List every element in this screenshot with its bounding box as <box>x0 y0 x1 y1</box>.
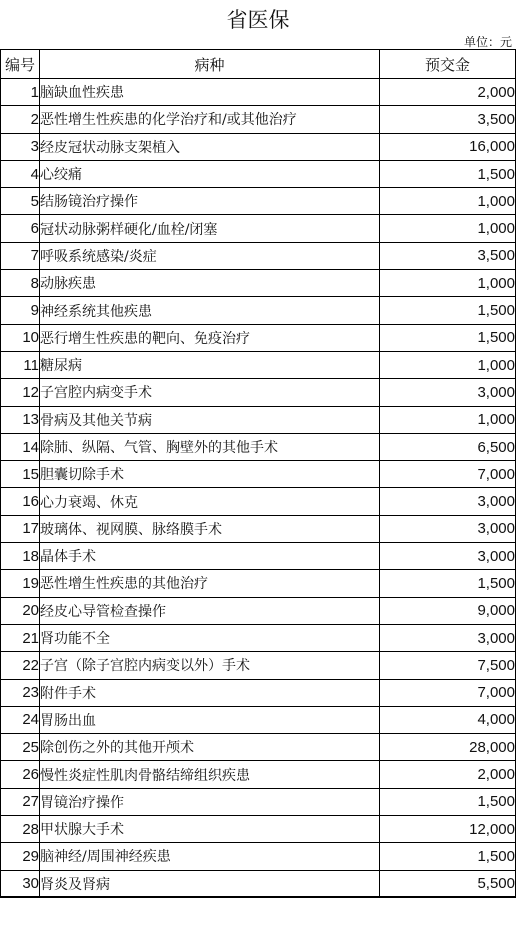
row-id: 18 <box>1 543 40 570</box>
row-deposit: 1,500 <box>380 160 516 187</box>
row-disease: 脑神经/周围神经疾患 <box>40 843 380 870</box>
deposit-table <box>0 49 516 898</box>
row-deposit: 3,500 <box>380 242 516 269</box>
row-deposit: 3,000 <box>380 379 516 406</box>
row-deposit: 3,000 <box>380 624 516 651</box>
row-id: 22 <box>1 652 40 679</box>
table-row <box>1 761 516 788</box>
row-id: 16 <box>1 488 40 515</box>
table-row <box>1 270 516 297</box>
row-id: 15 <box>1 461 40 488</box>
row-disease: 心力衰竭、休克 <box>40 488 380 515</box>
row-disease: 脑缺血性疾患 <box>40 79 380 106</box>
table-row <box>1 734 516 761</box>
row-id: 30 <box>1 870 40 897</box>
table-row <box>1 297 516 324</box>
row-deposit: 2,000 <box>380 79 516 106</box>
row-disease: 糖尿病 <box>40 351 380 378</box>
row-id: 26 <box>1 761 40 788</box>
row-disease: 慢性炎症性肌肉骨骼结缔组织疾患 <box>40 761 380 788</box>
row-id: 27 <box>1 788 40 815</box>
row-disease: 心绞痛 <box>40 160 380 187</box>
row-deposit: 7,000 <box>380 461 516 488</box>
row-id: 25 <box>1 734 40 761</box>
row-deposit: 2,000 <box>380 761 516 788</box>
header-row <box>1 50 516 79</box>
row-id: 2 <box>1 106 40 133</box>
row-disease: 动脉疾患 <box>40 270 380 297</box>
row-id: 5 <box>1 188 40 215</box>
header-deposit: 预交金 <box>380 50 516 79</box>
row-deposit: 1,500 <box>380 570 516 597</box>
row-id: 12 <box>1 379 40 406</box>
row-deposit: 12,000 <box>380 816 516 843</box>
table-row <box>1 461 516 488</box>
row-deposit: 6,500 <box>380 433 516 460</box>
row-disease: 呼吸系统感染/炎症 <box>40 242 380 269</box>
row-deposit: 16,000 <box>380 133 516 160</box>
row-deposit: 1,500 <box>380 788 516 815</box>
row-disease: 玻璃体、视网膜、脉络膜手术 <box>40 515 380 542</box>
row-id: 29 <box>1 843 40 870</box>
row-id: 13 <box>1 406 40 433</box>
row-disease: 恶性增生性疾患的其他治疗 <box>40 570 380 597</box>
row-disease: 肾功能不全 <box>40 624 380 651</box>
header-disease: 病种 <box>40 50 380 79</box>
row-disease: 冠状动脉粥样硬化/血栓/闭塞 <box>40 215 380 242</box>
row-disease: 除创伤之外的其他开颅术 <box>40 734 380 761</box>
table-row <box>1 133 516 160</box>
row-disease: 除肺、纵隔、气管、胸壁外的其他手术 <box>40 433 380 460</box>
row-id: 4 <box>1 160 40 187</box>
row-deposit: 9,000 <box>380 597 516 624</box>
row-deposit: 3,000 <box>380 543 516 570</box>
row-deposit: 1,500 <box>380 297 516 324</box>
table-row <box>1 816 516 843</box>
row-disease: 甲状腺大手术 <box>40 816 380 843</box>
row-deposit: 7,500 <box>380 652 516 679</box>
row-id: 24 <box>1 706 40 733</box>
table-row <box>1 788 516 815</box>
row-disease: 附件手术 <box>40 679 380 706</box>
table-row <box>1 160 516 187</box>
row-id: 20 <box>1 597 40 624</box>
row-disease: 胃镜治疗操作 <box>40 788 380 815</box>
table-row <box>1 870 516 897</box>
row-disease: 晶体手术 <box>40 543 380 570</box>
row-deposit: 5,500 <box>380 870 516 897</box>
row-id: 19 <box>1 570 40 597</box>
table-row <box>1 215 516 242</box>
unit-label: 单位：元 <box>463 36 512 48</box>
table-row <box>1 351 516 378</box>
row-deposit: 1,000 <box>380 188 516 215</box>
table-row <box>1 624 516 651</box>
row-deposit: 28,000 <box>380 734 516 761</box>
table-row <box>1 324 516 351</box>
row-id: 6 <box>1 215 40 242</box>
table-row <box>1 515 516 542</box>
row-disease: 经皮冠状动脉支架植入 <box>40 133 380 160</box>
row-id: 3 <box>1 133 40 160</box>
row-id: 28 <box>1 816 40 843</box>
page-title: 省医保 <box>226 8 290 32</box>
table-row <box>1 706 516 733</box>
table-row <box>1 679 516 706</box>
row-id: 9 <box>1 297 40 324</box>
table-row <box>1 652 516 679</box>
table-row <box>1 433 516 460</box>
row-deposit: 1,000 <box>380 215 516 242</box>
row-id: 7 <box>1 242 40 269</box>
table-row <box>1 379 516 406</box>
row-id: 11 <box>1 351 40 378</box>
row-deposit: 3,000 <box>380 488 516 515</box>
row-disease: 胆囊切除手术 <box>40 461 380 488</box>
table-row <box>1 106 516 133</box>
table-row <box>1 188 516 215</box>
table-row <box>1 570 516 597</box>
row-disease: 肾炎及肾病 <box>40 870 380 897</box>
table-row <box>1 597 516 624</box>
row-deposit: 3,000 <box>380 515 516 542</box>
row-deposit: 1,500 <box>380 843 516 870</box>
row-deposit: 4,000 <box>380 706 516 733</box>
row-disease: 子宫腔内病变手术 <box>40 379 380 406</box>
row-disease: 骨病及其他关节病 <box>40 406 380 433</box>
header-id: 编号 <box>1 50 40 79</box>
row-id: 14 <box>1 433 40 460</box>
table-row <box>1 406 516 433</box>
row-id: 21 <box>1 624 40 651</box>
table-row <box>1 543 516 570</box>
row-deposit: 1,000 <box>380 351 516 378</box>
table-body <box>1 79 516 898</box>
table-row <box>1 79 516 106</box>
row-id: 1 <box>1 79 40 106</box>
row-id: 23 <box>1 679 40 706</box>
row-id: 8 <box>1 270 40 297</box>
row-id: 10 <box>1 324 40 351</box>
row-disease: 结肠镜治疗操作 <box>40 188 380 215</box>
row-deposit: 7,000 <box>380 679 516 706</box>
row-id: 17 <box>1 515 40 542</box>
row-disease: 经皮心导管检查操作 <box>40 597 380 624</box>
row-disease: 子宫（除子宫腔内病变以外）手术 <box>40 652 380 679</box>
row-disease: 胃肠出血 <box>40 706 380 733</box>
row-disease: 恶性增生性疾患的化学治疗和/或其他治疗 <box>40 106 380 133</box>
row-deposit: 1,500 <box>380 324 516 351</box>
table-row <box>1 488 516 515</box>
row-deposit: 1,000 <box>380 270 516 297</box>
row-deposit: 3,500 <box>380 106 516 133</box>
table-row <box>1 843 516 870</box>
row-disease: 神经系统其他疾患 <box>40 297 380 324</box>
row-deposit: 1,000 <box>380 406 516 433</box>
row-disease: 恶行增生性疾患的靶向、免疫治疗 <box>40 324 380 351</box>
table-row <box>1 242 516 269</box>
